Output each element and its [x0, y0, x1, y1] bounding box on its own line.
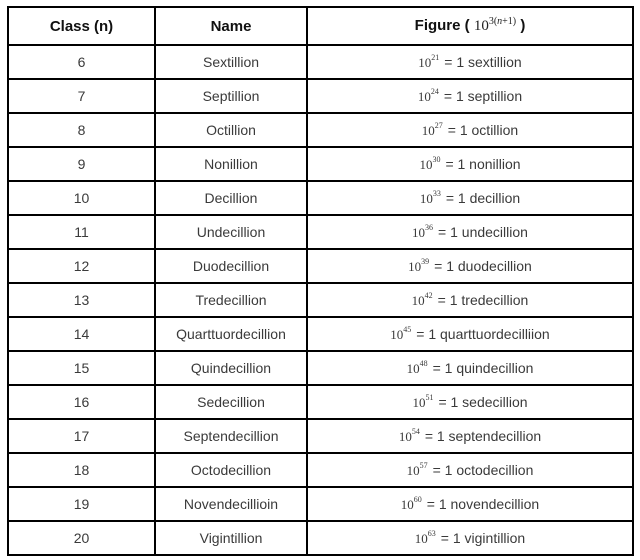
cell-figure	[307, 45, 633, 79]
cell-class: 10	[8, 181, 155, 215]
figure-equation: = 1 undecillion	[438, 223, 528, 240]
cell-name: Vigintillion	[155, 521, 307, 555]
cell-name: Duodecillion	[155, 249, 307, 283]
power-base: 10	[406, 462, 420, 478]
power-exponent: 21	[431, 53, 440, 63]
cell-figure	[307, 351, 633, 385]
cell-figure	[307, 147, 633, 181]
power-exponent: 36	[425, 223, 434, 233]
cell-figure	[307, 215, 633, 249]
figure-equation: = 1 sextillion	[444, 53, 522, 70]
power-exponent: 51	[425, 393, 434, 403]
table-row	[8, 215, 633, 249]
figure-equation: = 1 vigintillion	[440, 529, 526, 546]
power-of-ten	[407, 361, 428, 376]
header-row	[8, 7, 633, 45]
power-exponent: 57	[419, 461, 428, 471]
power-of-ten	[412, 395, 433, 410]
cell-figure	[307, 521, 633, 555]
table-row	[8, 249, 633, 283]
header-figure-formula	[474, 18, 516, 34]
power-base: 10	[412, 224, 426, 240]
header-name: Name	[155, 7, 307, 45]
power-base: 10	[421, 122, 435, 138]
figure-equation: = 1 decillion	[445, 189, 521, 206]
power-base: 10	[417, 88, 431, 104]
cell-figure	[307, 419, 633, 453]
cell-name: Septendecillion	[155, 419, 307, 453]
power-base: 10	[398, 428, 412, 444]
table-row	[8, 45, 633, 79]
power-base: 10	[418, 54, 432, 70]
table-row	[8, 181, 633, 215]
table-row	[8, 487, 633, 521]
cell-class: 12	[8, 249, 155, 283]
power-base: 10	[390, 326, 404, 342]
power-of-ten	[418, 55, 439, 70]
power-base: 10	[411, 292, 425, 308]
cell-class: 19	[8, 487, 155, 521]
cell-class: 9	[8, 147, 155, 181]
figure-equation: = 1 septillion	[443, 87, 523, 104]
cell-name: Undecillion	[155, 215, 307, 249]
cell-name: Octillion	[155, 113, 307, 147]
cell-class: 17	[8, 419, 155, 453]
power-exponent: 63	[427, 529, 436, 539]
table-row	[8, 113, 633, 147]
cell-figure	[307, 181, 633, 215]
figure-equation: = 1 octillion	[447, 121, 519, 138]
cell-name: Quindecillion	[155, 351, 307, 385]
cell-name: Octodecillion	[155, 453, 307, 487]
figure-equation: = 1 quarttuordecilliion	[416, 325, 550, 342]
header-figure-close: )	[520, 17, 526, 34]
cell-class: 6	[8, 45, 155, 79]
power-of-ten	[407, 463, 428, 478]
power-exponent: 45	[403, 325, 412, 335]
power-exponent: 54	[411, 427, 420, 437]
power-exponent: 42	[424, 291, 433, 301]
cell-name: Sextillion	[155, 45, 307, 79]
cell-class: 16	[8, 385, 155, 419]
cell-figure	[307, 453, 633, 487]
figure-equation: = 1 tredecillion	[437, 291, 529, 308]
cell-class: 15	[8, 351, 155, 385]
table-row	[8, 147, 633, 181]
table-row	[8, 283, 633, 317]
power-of-ten	[412, 225, 433, 240]
cell-class: 20	[8, 521, 155, 555]
power-exponent: 33	[432, 189, 441, 199]
cell-name: Sedecillion	[155, 385, 307, 419]
power-base: 10	[419, 156, 433, 172]
cell-name: Septillion	[155, 79, 307, 113]
cell-figure	[307, 249, 633, 283]
cell-name: Novendecillioin	[155, 487, 307, 521]
power-of-ten	[418, 89, 439, 104]
power-exponent: 30	[432, 155, 441, 165]
power-base: 10	[414, 530, 428, 546]
power-exponent: 48	[419, 359, 428, 369]
cell-class: 11	[8, 215, 155, 249]
cell-class: 14	[8, 317, 155, 351]
power-of-ten	[420, 191, 441, 206]
power-of-ten	[412, 293, 433, 308]
formula-exponent	[489, 16, 516, 27]
header-figure	[307, 7, 633, 45]
power-of-ten	[408, 259, 429, 274]
figure-equation: = 1 octodecillion	[432, 461, 534, 478]
power-exponent: 60	[413, 495, 422, 505]
table-row	[8, 453, 633, 487]
table-row	[8, 79, 633, 113]
power-of-ten	[401, 497, 422, 512]
power-of-ten	[390, 327, 411, 342]
header-figure-label: Figure (	[414, 17, 470, 34]
table-row	[8, 419, 633, 453]
cell-figure	[307, 283, 633, 317]
figure-equation: = 1 nonillion	[445, 155, 521, 172]
power-base: 10	[400, 496, 414, 512]
table-row	[8, 385, 633, 419]
cell-figure	[307, 113, 633, 147]
figure-equation: = 1 septendecillion	[424, 427, 542, 444]
power-exponent: 27	[434, 121, 443, 131]
cell-figure	[307, 385, 633, 419]
power-exponent: 24	[430, 87, 439, 97]
cell-class: 13	[8, 283, 155, 317]
power-of-ten	[419, 157, 440, 172]
cell-name: Decillion	[155, 181, 307, 215]
power-base: 10	[408, 258, 422, 274]
figure-equation: = 1 duodecillion	[434, 257, 532, 274]
power-exponent: 39	[421, 257, 430, 267]
cell-name: Nonillion	[155, 147, 307, 181]
formula-base: 10	[473, 18, 489, 34]
cell-figure	[307, 487, 633, 521]
formula-exponent-text: 3(n+1)	[488, 16, 517, 27]
figure-equation: = 1 quindecillion	[432, 359, 534, 376]
cell-name: Tredecillion	[155, 283, 307, 317]
number-names-table	[7, 6, 634, 556]
cell-class: 7	[8, 79, 155, 113]
power-of-ten	[422, 123, 443, 138]
figure-equation: = 1 sedecillion	[438, 393, 528, 410]
table-row	[8, 351, 633, 385]
cell-class: 8	[8, 113, 155, 147]
figure-equation: = 1 novendecillion	[426, 495, 540, 512]
cell-name: Quarttuordecillion	[155, 317, 307, 351]
power-base: 10	[412, 394, 426, 410]
power-base: 10	[406, 360, 420, 376]
header-class: Class (n)	[8, 7, 155, 45]
cell-figure	[307, 317, 633, 351]
power-base: 10	[419, 190, 433, 206]
power-of-ten	[415, 531, 436, 546]
cell-class: 18	[8, 453, 155, 487]
power-of-ten	[399, 429, 420, 444]
cell-figure	[307, 79, 633, 113]
table-row	[8, 317, 633, 351]
table-row	[8, 521, 633, 555]
